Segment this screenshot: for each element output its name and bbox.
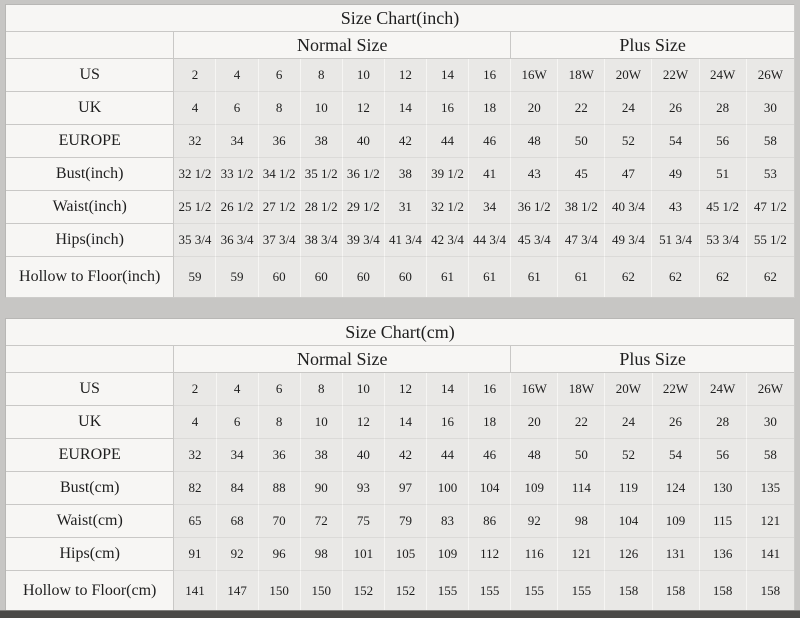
size-value-cell: 52: [605, 439, 652, 472]
size-value-cell: 6: [259, 59, 301, 92]
size-value-cell: 152: [343, 571, 385, 611]
size-value-cell: 47 3/4: [558, 224, 605, 257]
size-value-cell: 50: [558, 125, 605, 158]
table-row: [6, 406, 794, 439]
size-value-cell: 44: [427, 125, 469, 158]
size-value-cell: 49: [652, 158, 699, 191]
size-value-cell: 4: [174, 92, 216, 125]
size-value-cell: 28: [700, 406, 747, 439]
size-value-cell: 97: [385, 472, 427, 505]
table-title: Size Chart(cm): [6, 319, 794, 346]
size-value-cell: 45: [558, 158, 605, 191]
size-value-cell: 101: [343, 538, 385, 571]
size-value-cell: 53: [747, 158, 794, 191]
size-value-cell: 30: [747, 92, 794, 125]
size-value-cell: 18W: [558, 373, 605, 406]
size-value-cell: 36 1/2: [511, 191, 558, 224]
size-value-cell: 59: [216, 257, 258, 297]
table-row: [6, 191, 794, 224]
size-value-cell: 41 3/4: [385, 224, 427, 257]
size-value-cell: 48: [511, 125, 558, 158]
size-value-cell: 126: [605, 538, 652, 571]
size-value-cell: 22: [558, 406, 605, 439]
size-value-cell: 47 1/2: [747, 191, 794, 224]
row-label: Waist(cm): [6, 505, 174, 538]
size-value-cell: 43: [511, 158, 558, 191]
size-value-cell: 26: [652, 92, 699, 125]
size-value-cell: 10: [343, 373, 385, 406]
size-value-cell: 88: [259, 472, 301, 505]
size-value-cell: 141: [174, 571, 216, 611]
size-value-cell: 38: [301, 125, 343, 158]
size-value-cell: 44: [427, 439, 469, 472]
table-row: [6, 59, 794, 92]
row-label: Hips(cm): [6, 538, 174, 571]
size-value-cell: 58: [747, 439, 794, 472]
size-value-cell: 158: [605, 571, 652, 611]
size-value-cell: 34 1/2: [259, 158, 301, 191]
plus-size-header: Plus Size: [511, 32, 794, 59]
size-value-cell: 92: [217, 538, 259, 571]
table-row: [6, 257, 794, 297]
row-label: Hollow to Floor(cm): [6, 571, 174, 611]
size-value-cell: 16: [469, 373, 511, 406]
table-row: [6, 158, 794, 191]
size-value-cell: 32: [174, 439, 216, 472]
size-value-cell: 62: [747, 257, 794, 297]
size-value-cell: 105: [385, 538, 427, 571]
size-value-cell: 10: [301, 406, 343, 439]
size-value-cell: 47: [605, 158, 652, 191]
corner-cell: [6, 32, 174, 59]
size-value-cell: 12: [385, 373, 427, 406]
size-value-cell: 45 1/2: [700, 191, 747, 224]
size-value-cell: 36 3/4: [216, 224, 258, 257]
size-value-cell: 45 3/4: [511, 224, 558, 257]
size-value-cell: 98: [558, 505, 605, 538]
size-value-cell: 158: [653, 571, 700, 611]
size-value-cell: 62: [700, 257, 747, 297]
size-value-cell: 49 3/4: [605, 224, 652, 257]
size-value-cell: 18W: [558, 59, 605, 92]
group-header-row: [6, 32, 794, 59]
size-value-cell: 26W: [747, 373, 794, 406]
size-value-cell: 58: [747, 125, 794, 158]
size-value-cell: 61: [469, 257, 511, 297]
size-value-cell: 38 3/4: [301, 224, 343, 257]
size-value-cell: 104: [469, 472, 511, 505]
size-value-cell: 150: [301, 571, 343, 611]
size-value-cell: 46: [469, 439, 511, 472]
size-value-cell: 28 1/2: [301, 191, 343, 224]
size-value-cell: 61: [511, 257, 558, 297]
size-value-cell: 61: [427, 257, 469, 297]
size-value-cell: 14: [385, 92, 427, 125]
row-label: US: [6, 373, 174, 406]
size-value-cell: 24W: [700, 373, 747, 406]
size-value-cell: 43: [652, 191, 699, 224]
size-value-cell: 10: [343, 59, 385, 92]
size-value-cell: 150: [259, 571, 301, 611]
size-value-cell: 26: [653, 406, 700, 439]
size-value-cell: 92: [511, 505, 558, 538]
size-value-cell: 158: [747, 571, 794, 611]
size-value-cell: 22W: [653, 373, 700, 406]
size-value-cell: 8: [301, 59, 343, 92]
size-value-cell: 147: [217, 571, 259, 611]
size-value-cell: 4: [216, 59, 258, 92]
size-value-cell: 100: [427, 472, 469, 505]
size-value-cell: 72: [301, 505, 343, 538]
size-value-cell: 141: [747, 538, 794, 571]
size-value-cell: 28: [700, 92, 747, 125]
size-value-cell: 40: [343, 439, 385, 472]
size-value-cell: 2: [174, 373, 216, 406]
size-value-cell: 155: [511, 571, 558, 611]
size-value-cell: 68: [217, 505, 259, 538]
size-value-cell: 34: [469, 191, 511, 224]
table-row: [6, 373, 794, 406]
size-value-cell: 12: [385, 59, 427, 92]
row-label: Waist(inch): [6, 191, 174, 224]
size-value-cell: 16: [469, 59, 511, 92]
size-value-cell: 42: [385, 125, 427, 158]
size-value-cell: 39 3/4: [343, 224, 385, 257]
size-value-cell: 24W: [700, 59, 747, 92]
size-value-cell: 51 3/4: [652, 224, 699, 257]
size-value-cell: 8: [259, 92, 301, 125]
size-value-cell: 29 1/2: [343, 191, 385, 224]
row-label: EUROPE: [6, 439, 174, 472]
size-value-cell: 39 1/2: [427, 158, 469, 191]
size-value-cell: 59: [174, 257, 216, 297]
size-value-cell: 32: [174, 125, 216, 158]
size-value-cell: 46: [469, 125, 511, 158]
size-value-cell: 112: [469, 538, 511, 571]
size-value-cell: 8: [259, 406, 301, 439]
table-row: [6, 92, 794, 125]
size-value-cell: 14: [385, 406, 427, 439]
table-row: [6, 224, 794, 257]
size-value-cell: 4: [217, 373, 259, 406]
size-value-cell: 12: [343, 92, 385, 125]
size-value-cell: 40 3/4: [605, 191, 652, 224]
size-value-cell: 6: [259, 373, 301, 406]
size-value-cell: 115: [700, 505, 747, 538]
row-label: Hips(inch): [6, 224, 174, 257]
size-value-cell: 36: [259, 125, 301, 158]
size-chart-cm-table: [5, 318, 795, 612]
table-title: Size Chart(inch): [6, 5, 794, 32]
size-value-cell: 16: [427, 92, 469, 125]
row-label: EUROPE: [6, 125, 174, 158]
size-value-cell: 2: [174, 59, 216, 92]
size-value-cell: 75: [343, 505, 385, 538]
size-value-cell: 34: [216, 125, 258, 158]
table-row: [6, 125, 794, 158]
size-value-cell: 84: [217, 472, 259, 505]
size-value-cell: 32 1/2: [427, 191, 469, 224]
size-value-cell: 56: [700, 125, 747, 158]
size-value-cell: 12: [343, 406, 385, 439]
size-value-cell: 27 1/2: [259, 191, 301, 224]
size-value-cell: 33 1/2: [216, 158, 258, 191]
size-value-cell: 30: [747, 406, 794, 439]
size-value-cell: 79: [385, 505, 427, 538]
size-value-cell: 116: [511, 538, 558, 571]
size-value-cell: 52: [605, 125, 652, 158]
size-value-cell: 124: [653, 472, 700, 505]
size-value-cell: 36: [259, 439, 301, 472]
size-value-cell: 60: [385, 257, 427, 297]
size-value-cell: 6: [216, 92, 258, 125]
group-header-row: [6, 346, 794, 373]
size-value-cell: 62: [605, 257, 652, 297]
size-value-cell: 14: [427, 59, 469, 92]
size-value-cell: 54: [652, 125, 699, 158]
size-value-cell: 42: [385, 439, 427, 472]
size-value-cell: 93: [343, 472, 385, 505]
row-label: UK: [6, 92, 174, 125]
size-value-cell: 53 3/4: [700, 224, 747, 257]
size-value-cell: 20W: [605, 59, 652, 92]
size-value-cell: 14: [427, 373, 469, 406]
size-value-cell: 26W: [747, 59, 794, 92]
row-label: UK: [6, 406, 174, 439]
size-value-cell: 91: [174, 538, 216, 571]
size-value-cell: 48: [511, 439, 558, 472]
size-value-cell: 35 3/4: [174, 224, 216, 257]
table-title-row: [6, 5, 794, 32]
size-value-cell: 56: [700, 439, 747, 472]
size-value-cell: 155: [427, 571, 469, 611]
size-value-cell: 51: [700, 158, 747, 191]
size-value-cell: 8: [301, 373, 343, 406]
plus-size-header: Plus Size: [511, 346, 794, 373]
size-value-cell: 6: [217, 406, 259, 439]
size-value-cell: 60: [259, 257, 301, 297]
table-row: [6, 439, 794, 472]
size-value-cell: 20: [511, 92, 558, 125]
size-value-cell: 38: [301, 439, 343, 472]
size-value-cell: 152: [385, 571, 427, 611]
size-value-cell: 20: [511, 406, 558, 439]
size-value-cell: 155: [558, 571, 605, 611]
size-value-cell: 31: [385, 191, 427, 224]
size-value-cell: 62: [652, 257, 699, 297]
table-row: [6, 472, 794, 505]
size-value-cell: 61: [558, 257, 605, 297]
size-value-cell: 16: [427, 406, 469, 439]
size-value-cell: 38: [385, 158, 427, 191]
size-value-cell: 42 3/4: [427, 224, 469, 257]
size-value-cell: 130: [700, 472, 747, 505]
size-value-cell: 90: [301, 472, 343, 505]
table-title-row: [6, 319, 794, 346]
size-value-cell: 96: [259, 538, 301, 571]
size-value-cell: 136: [700, 538, 747, 571]
size-value-cell: 114: [558, 472, 605, 505]
size-value-cell: 36 1/2: [343, 158, 385, 191]
size-value-cell: 82: [174, 472, 216, 505]
size-value-cell: 109: [653, 505, 700, 538]
size-value-cell: 135: [747, 472, 794, 505]
size-value-cell: 86: [469, 505, 511, 538]
size-value-cell: 83: [427, 505, 469, 538]
size-value-cell: 18: [469, 406, 511, 439]
normal-size-header: Normal Size: [174, 346, 511, 373]
table-row: [6, 571, 794, 611]
size-value-cell: 54: [653, 439, 700, 472]
size-value-cell: 158: [700, 571, 747, 611]
size-value-cell: 24: [605, 92, 652, 125]
size-value-cell: 35 1/2: [301, 158, 343, 191]
size-value-cell: 50: [558, 439, 605, 472]
size-value-cell: 60: [343, 257, 385, 297]
size-value-cell: 121: [747, 505, 794, 538]
bottom-dark-strip: [0, 610, 800, 618]
size-value-cell: 104: [605, 505, 652, 538]
size-value-cell: 55 1/2: [747, 224, 794, 257]
size-value-cell: 60: [301, 257, 343, 297]
size-value-cell: 119: [605, 472, 652, 505]
size-value-cell: 44 3/4: [469, 224, 511, 257]
size-value-cell: 37 3/4: [259, 224, 301, 257]
size-value-cell: 24: [605, 406, 652, 439]
row-label: US: [6, 59, 174, 92]
size-value-cell: 18: [469, 92, 511, 125]
size-value-cell: 22: [558, 92, 605, 125]
size-value-cell: 98: [301, 538, 343, 571]
size-value-cell: 26 1/2: [216, 191, 258, 224]
size-value-cell: 109: [427, 538, 469, 571]
size-chart-inch-table: [5, 4, 795, 298]
size-value-cell: 22W: [652, 59, 699, 92]
size-value-cell: 25 1/2: [174, 191, 216, 224]
size-value-cell: 131: [653, 538, 700, 571]
size-value-cell: 65: [174, 505, 216, 538]
size-value-cell: 34: [217, 439, 259, 472]
corner-cell: [6, 346, 174, 373]
size-value-cell: 109: [511, 472, 558, 505]
size-value-cell: 155: [469, 571, 511, 611]
row-label: Bust(inch): [6, 158, 174, 191]
normal-size-header: Normal Size: [174, 32, 511, 59]
size-value-cell: 20W: [605, 373, 652, 406]
table-row: [6, 505, 794, 538]
size-value-cell: 16W: [511, 373, 558, 406]
table-row: [6, 538, 794, 571]
size-value-cell: 70: [259, 505, 301, 538]
size-value-cell: 41: [469, 158, 511, 191]
size-value-cell: 121: [558, 538, 605, 571]
size-value-cell: 4: [174, 406, 216, 439]
row-label: Hollow to Floor(inch): [6, 257, 174, 297]
row-label: Bust(cm): [6, 472, 174, 505]
size-value-cell: 16W: [511, 59, 558, 92]
size-value-cell: 40: [343, 125, 385, 158]
size-value-cell: 10: [301, 92, 343, 125]
size-value-cell: 38 1/2: [558, 191, 605, 224]
size-value-cell: 32 1/2: [174, 158, 216, 191]
